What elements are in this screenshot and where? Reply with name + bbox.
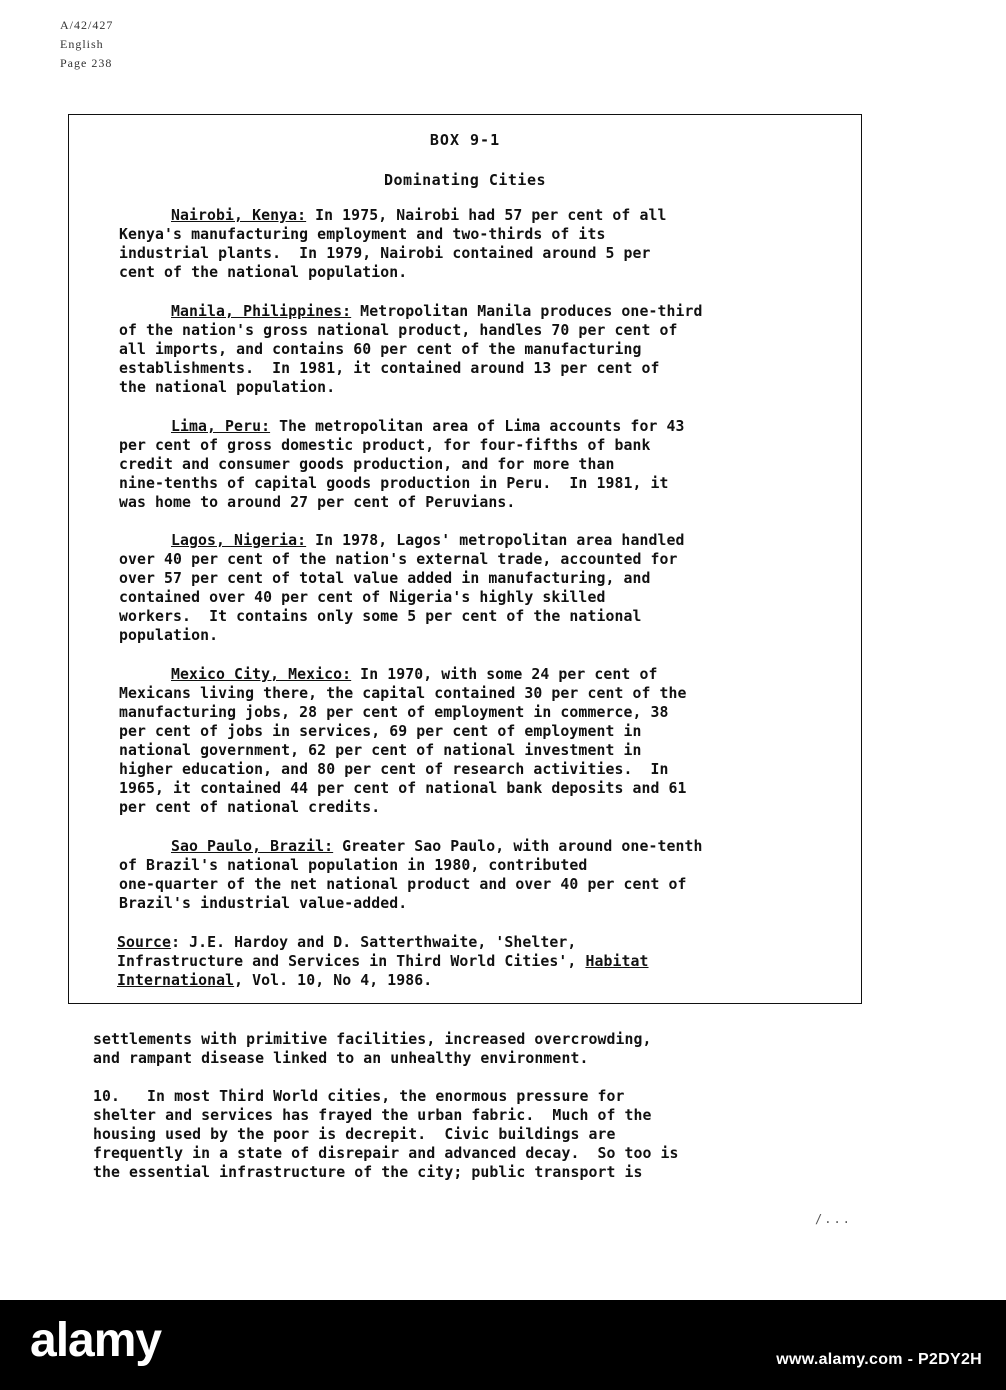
paragraph-nairobi: Nairobi, Kenya: In 1975, Nairobi had 57 per cent of all Kenya's manufacturing employment and two-thirds of its industrial plants. In 1979, Nairobi contained around 5 per cent of the national population.	[119, 207, 667, 281]
box-9-1	[68, 114, 862, 1004]
document-language: English	[60, 37, 104, 51]
page-number: Page 238	[60, 56, 113, 70]
continuation-mark: /...	[815, 1212, 852, 1226]
watermark-logo: alamy	[30, 1314, 162, 1367]
document-header	[60, 16, 113, 73]
box-title: Dominating Cities	[383, 171, 547, 189]
paragraph-manila: Manila, Philippines: Metropolitan Manila produces one-third of the nation's gross national product, handles 70 per cent of all imports, and contains 60 per cent of the manufacturing establishments. In 1981, it contained around 13 per cent of the national population.	[119, 303, 703, 396]
paragraph-sao-paulo: Sao Paulo, Brazil: Greater Sao Paulo, with around one-tenth of Brazil's national population in 1980, contributed one-quarter of the net national product and over 40 per cent of Brazil's industrial value-added.	[119, 838, 703, 912]
city-heading: Manila, Philippines:	[171, 303, 352, 320]
city-heading: Lagos, Nigeria:	[171, 532, 307, 549]
paragraph-lima: Lima, Peru: The metropolitan area of Lima accounts for 43 per cent of gross domestic product, for four-fifths of bank credit and consumer goods production, and for more than nine-tenths of capital goods production in Peru. In 1981, it was home to around 27 per cent of Peruvians.	[119, 418, 685, 511]
paragraph-lagos: Lagos, Nigeria: In 1978, Lagos' metropolitan area handled over 40 per cent of the nation's external trade, accounted for over 57 per cent of total value added in manufacturing, and contained over 40 per cent of Nigeria's highly skilled workers. It contains only some 5 per cent of the national population.	[119, 532, 685, 644]
city-heading: Lima, Peru:	[171, 418, 271, 435]
document-symbol: A/42/427	[60, 18, 114, 32]
city-heading: Sao Paulo, Brazil:	[171, 838, 334, 855]
city-heading: Nairobi, Kenya:	[171, 207, 307, 224]
watermark-id: www.alamy.com - P2DY2H	[776, 1351, 982, 1368]
box-number: BOX 9-1	[429, 131, 501, 149]
body-paragraph-10: 10. In most Third World cities, the enormous pressure for shelter and services has frayed the urban fabric. Much of the housing used by the poor is decrepit. Civic buildings are frequently in a state of disrepair and advanced decay. So too is the essential infrastructure of the city; public transport is	[93, 1088, 679, 1181]
journal-name-cont: International	[117, 972, 235, 989]
source-label: Source	[117, 934, 172, 951]
source-citation: Source: J.E. Hardoy and D. Satterthwaite, 'Shelter, Infrastructure and Services in Third World Cities', Habitat International, Vol. 10, No 4, 1986.	[117, 934, 649, 989]
journal-name: Habitat	[585, 953, 649, 970]
city-heading: Mexico City, Mexico:	[171, 666, 352, 683]
body-paragraph-continued: settlements with primitive facilities, increased overcrowding, and rampant disease linked to an unhealthy environment.	[93, 1031, 652, 1067]
paragraph-mexico-city: Mexico City, Mexico: In 1970, with some 24 per cent of Mexicans living there, the capital contained 30 per cent of the manufacturing jobs, 28 per cent of employment in commerce, 38 per cent of jobs in services, 69 per cent of employment in national government, 62 per cent of national investment in higher education, and 80 per cent of research activities. In 1965, it contained 44 per cent of national bank deposits and 61 per cent of national credits.	[119, 666, 687, 816]
